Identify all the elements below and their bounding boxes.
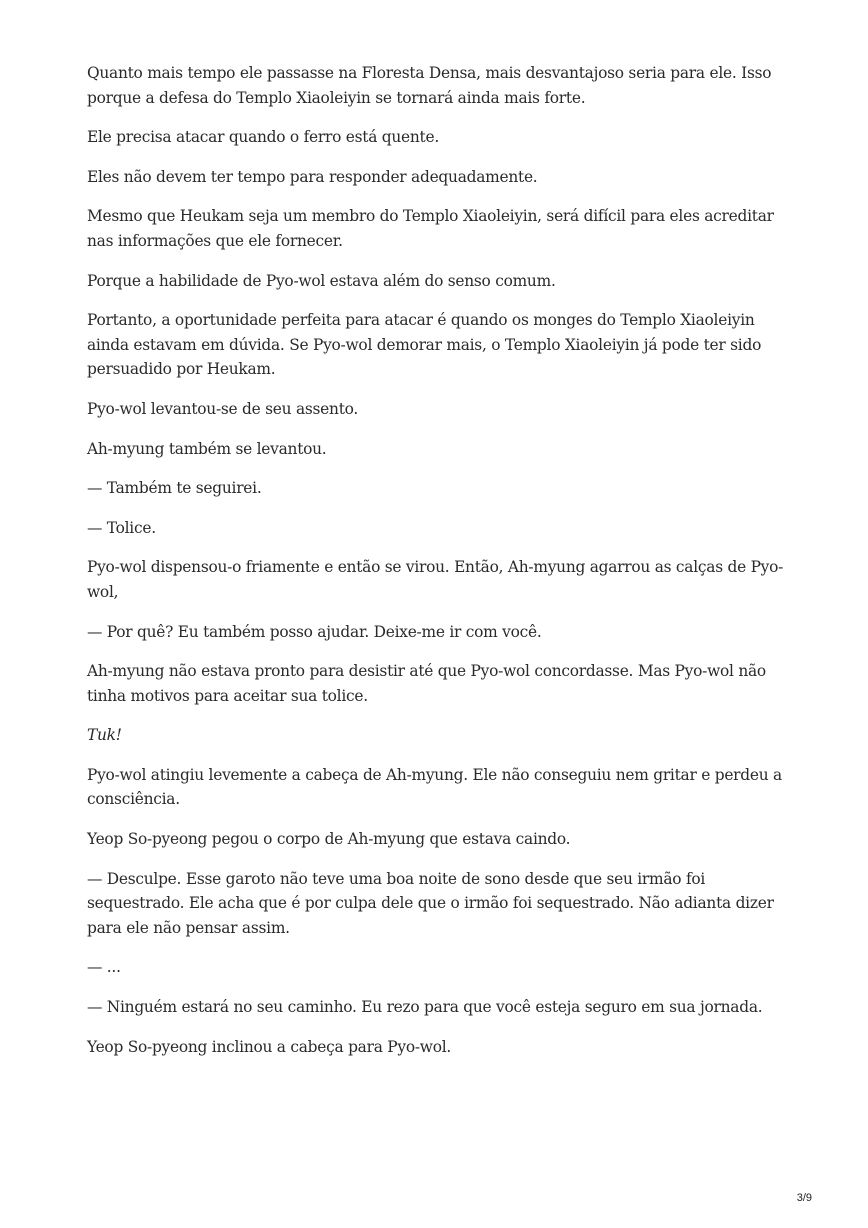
paragraph: Quanto mais tempo ele passasse na Floresta Densa, mais desvantajoso seria para ele. Isso porque a defesa do Templo Xiaoleiyin se tornará ainda mais forte. — [87, 64, 772, 107]
dialogue-line: — Tolice. — [87, 518, 156, 537]
paragraph: Pyo-wol atingiu levemente a cabeça de Ah-myung. Ele não conseguiu nem gritar e perdeu a consciência. — [87, 765, 782, 809]
paragraph: Pyo-wol levantou-se de seu assento. — [87, 399, 359, 418]
paragraph: Eles não devem ter tempo para responder adequadamente. — [87, 167, 538, 186]
dialogue-line: — Ninguém estará no seu caminho. Eu rezo para que você esteja seguro em sua jornada. — [87, 998, 763, 1017]
paragraph: Ah-myung também se levantou. — [87, 439, 327, 458]
page-number: 3/9 — [796, 1192, 812, 1204]
dialogue-line: — ... — [87, 958, 121, 977]
paragraph: Portanto, a oportunidade perfeita para atacar é quando os monges do Templo Xiaoleiyin ainda estavam em dúvida. Se Pyo-wol demorar mais, o Templo Xiaoleiyin já pode ter sido persuadido por Heukam. — [87, 311, 762, 379]
paragraph: Ele precisa atacar quando o ferro está quente. — [87, 128, 439, 147]
document-page — [87, 61, 785, 1074]
sound-effect: Tuk! — [87, 726, 122, 745]
paragraph: Pyo-wol dispensou-o friamente e então se virou. Então, Ah-myung agarrou as calças de Pyo-wol, — [87, 558, 784, 601]
dialogue-line: — Também te seguirei. — [87, 479, 262, 498]
paragraph: Mesmo que Heukam seja um membro do Templo Xiaoleiyin, será difícil para eles acreditar nas informações que ele fornecer. — [87, 207, 774, 250]
dialogue-line: — Por quê? Eu também posso ajudar. Deixe-me ir com você. — [87, 622, 542, 641]
dialogue-line: — Desculpe. Esse garoto não teve uma boa noite de sono desde que seu irmão foi sequestrado. Ele acha que é por culpa dele que o irmão foi sequestrado. Não adianta dizer para ele não pensar assim. — [87, 869, 774, 937]
paragraph: Ah-myung não estava pronto para desistir até que Pyo-wol concordasse. Mas Pyo-wol não tinha motivos para aceitar sua tolice. — [87, 662, 766, 705]
paragraph: Yeop So-pyeong inclinou a cabeça para Pyo-wol. — [87, 1037, 452, 1056]
paragraph: Porque a habilidade de Pyo-wol estava além do senso comum. — [87, 271, 556, 290]
paragraph: Yeop So-pyeong pegou o corpo de Ah-myung que estava caindo. — [87, 830, 571, 849]
